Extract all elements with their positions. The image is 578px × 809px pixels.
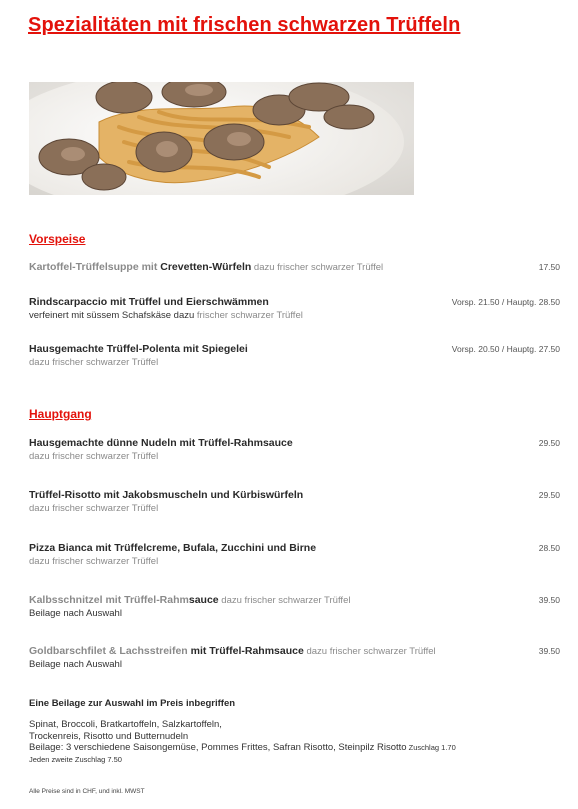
item-note: dazu frischer schwarzer Trüffel [218, 595, 351, 606]
side-dish-line: Spinat, Broccoli, Bratkartoffeln, Salzkartoffeln, [29, 719, 222, 730]
item-name: Kartoffel-Trüffelsuppe mit [29, 261, 161, 273]
menu-item [29, 645, 562, 671]
item-name: Hausgemachte Trüffel-Polenta mit Spiegelei [29, 343, 248, 355]
item-price: Vorsp. 21.50 / Hauptg. 28.50 [451, 297, 560, 307]
item-description: Beilage nach Auswahl [29, 608, 122, 619]
item-price: 29.50 [538, 438, 560, 448]
item-price: 39.50 [538, 646, 560, 656]
item-price: 28.50 [538, 543, 560, 553]
side-dish-heading: Eine Beilage zur Auswahl im Preis inbegriffen [29, 698, 236, 709]
item-note: dazu frischer schwarzer Trüffel [29, 451, 159, 462]
item-note: dazu frischer schwarzer Trüffel [303, 646, 436, 657]
item-name-highlight: sauce [188, 594, 219, 606]
menu-item [29, 489, 562, 515]
price-disclaimer: Alle Preise sind in CHF, und inkl. MWST [29, 788, 145, 795]
item-note: dazu frischer schwarzer Trüffel [29, 503, 159, 514]
item-price: 29.50 [538, 490, 560, 500]
item-name: Goldbarschfilet & Lachsstreifen [29, 645, 188, 657]
menu-item [29, 594, 562, 620]
item-name: Trüffel-Risotto mit Jakobsmuscheln und Kürbiswürfeln [29, 489, 304, 501]
item-price: 39.50 [538, 595, 560, 605]
item-name-highlight: mit Trüffel-Rahmsauce [187, 645, 304, 657]
item-note: dazu frischer schwarzer Trüffel [251, 262, 384, 273]
menu-item [29, 542, 562, 568]
item-name: Rindscarpaccio mit Trüffel und Eierschwämmen [29, 296, 269, 308]
item-note: frischer schwarzer Trüffel [194, 310, 303, 321]
item-name: Kalbsschnitzel mit Trüffel-Rahm [29, 594, 189, 606]
item-description: verfeinert mit süssem Schafskäse dazu [29, 310, 195, 321]
truffle-pasta-photo [29, 82, 414, 195]
section-hauptgang: Hauptgang [29, 407, 92, 421]
side-dish-line: Trockenreis, Risotto und Butternudeln [29, 730, 189, 742]
section-vorspeise: Vorspeise [29, 232, 86, 246]
menu-item [29, 437, 562, 463]
item-name-highlight: Crevetten-Würfeln [160, 261, 252, 273]
item-price: Vorsp. 20.50 / Hauptg. 27.50 [451, 344, 560, 354]
side-dish-list [29, 719, 569, 765]
side-dish-line: Beilage: 3 verschiedene Saisongemüse, Pommes Frittes, Safran Risotto, Steinpilz Risotto [29, 742, 407, 753]
menu-item [29, 296, 562, 322]
menu-item [29, 261, 562, 274]
surcharge-note: Jeden zweite Zuschlag 7.50 [29, 754, 122, 764]
item-price: 17.50 [538, 262, 560, 272]
truffle-pasta-image [29, 82, 414, 195]
item-name-line [29, 261, 562, 274]
menu-item [29, 343, 562, 369]
item-description: Beilage nach Auswahl [29, 659, 122, 670]
page-title: Spezialitäten mit frischen schwarzen Trüffeln [28, 14, 461, 36]
item-name: Pizza Bianca mit Trüffelcreme, Bufala, Zucchini und Birne [29, 542, 317, 554]
surcharge-note: Zuschlag 1.70 [406, 743, 456, 752]
item-note: dazu frischer schwarzer Trüffel [29, 357, 159, 368]
item-name: Hausgemachte dünne Nudeln mit Trüffel-Rahmsauce [29, 437, 293, 449]
item-note: dazu frischer schwarzer Trüffel [29, 556, 159, 567]
